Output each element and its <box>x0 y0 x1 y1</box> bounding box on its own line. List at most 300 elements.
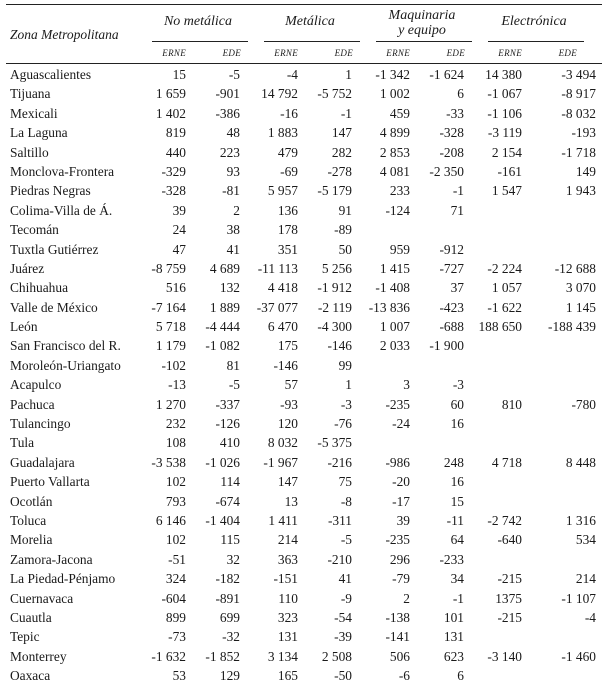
table-row <box>0 414 605 433</box>
table-cell: -901 <box>215 86 240 102</box>
group-rule-maquinaria <box>376 41 472 42</box>
table-cell: 214 <box>277 532 298 548</box>
table-cell: 102 <box>165 474 186 490</box>
table-cell: 810 <box>501 396 522 412</box>
table-cell: 506 <box>389 648 410 664</box>
table-row <box>0 511 605 530</box>
table-cell: 15 <box>450 493 464 509</box>
table-cell: -2 119 <box>317 299 352 315</box>
header-rule <box>6 63 602 64</box>
table-cell: 38 <box>226 222 240 238</box>
zone-name: Ocotlán <box>10 493 53 509</box>
table-cell: -161 <box>497 163 522 179</box>
table-cell: -33 <box>446 105 464 121</box>
table-cell: -20 <box>392 474 410 490</box>
table-cell: -208 <box>439 144 464 160</box>
table-cell: -4 444 <box>205 319 240 335</box>
group-rule-no-metalica <box>152 41 248 42</box>
zone-name: La Laguna <box>10 125 68 141</box>
table-cell: -1 967 <box>263 454 298 470</box>
table-row <box>0 395 605 414</box>
subheader-ede: EDE <box>558 48 577 58</box>
table-cell: -124 <box>385 202 410 218</box>
table-cell: 5 957 <box>267 183 298 199</box>
table-cell: 516 <box>165 280 186 296</box>
table-row <box>0 550 605 569</box>
table-cell: -727 <box>439 260 464 276</box>
table-cell: 53 <box>172 668 186 684</box>
table-cell: -182 <box>215 571 240 587</box>
table-row <box>0 647 605 666</box>
table-cell: 147 <box>277 474 298 490</box>
subheader-erne: ERNE <box>498 48 522 58</box>
table-cell: 3 134 <box>267 648 298 664</box>
table-cell: 48 <box>226 125 240 141</box>
zone-name: Guadalajara <box>10 454 75 470</box>
table-cell: -89 <box>334 222 352 238</box>
table-cell: -1 082 <box>205 338 240 354</box>
table-cell: 102 <box>165 532 186 548</box>
zone-name: Tula <box>10 435 35 451</box>
zone-name: Oaxaca <box>10 668 51 684</box>
table-cell: -32 <box>222 629 240 645</box>
table-cell: -102 <box>161 357 186 373</box>
table-cell: 110 <box>278 590 298 606</box>
table-row <box>0 123 605 142</box>
table-cell: 101 <box>443 609 464 625</box>
table-cell: 248 <box>443 454 464 470</box>
table-cell: -891 <box>215 590 240 606</box>
table-cell: 232 <box>165 416 186 432</box>
table-cell: 14 380 <box>485 67 522 82</box>
group-header-metalica: Metálica <box>285 14 335 29</box>
table-cell: 147 <box>331 125 352 141</box>
table-cell: -2 224 <box>487 260 522 276</box>
table-cell: -1 900 <box>429 338 464 354</box>
table-cell: -1 408 <box>375 280 410 296</box>
table-cell: 131 <box>443 629 464 645</box>
table-cell: 115 <box>220 532 240 548</box>
table-cell: 479 <box>277 144 298 160</box>
zone-name: La Piedad-Pénjamo <box>10 571 116 587</box>
zone-name: Tecomán <box>10 222 59 238</box>
table-cell: -151 <box>273 571 298 587</box>
table-cell: 410 <box>219 435 240 451</box>
table-row <box>0 453 605 472</box>
table-cell: -215 <box>497 609 522 625</box>
table-cell: -1 106 <box>487 105 522 121</box>
table-cell: 41 <box>338 571 352 587</box>
zone-name: Acapulco <box>10 377 62 393</box>
table-cell: -1 632 <box>151 648 186 664</box>
table-cell: 1 <box>345 377 352 393</box>
table-row <box>0 84 605 103</box>
table-cell: 175 <box>277 338 298 354</box>
table-cell: -674 <box>215 493 240 509</box>
table-cell: -7 164 <box>151 299 186 315</box>
table-cell: 91 <box>338 202 352 218</box>
table-row <box>0 336 605 355</box>
table-cell: 1 270 <box>155 396 186 412</box>
table-cell: 32 <box>226 551 240 567</box>
table-cell: 6 <box>457 86 464 102</box>
table-cell: 16 <box>450 474 464 490</box>
table-cell: 8 448 <box>565 454 596 470</box>
group-header-electronica: Electrónica <box>501 14 567 29</box>
top-rule <box>6 4 602 5</box>
table-cell: 1 883 <box>267 125 298 141</box>
table-cell: -76 <box>334 416 352 432</box>
table-cell: 1 659 <box>155 86 186 102</box>
table-row <box>0 530 605 549</box>
table-cell: -235 <box>385 396 410 412</box>
zone-name: Aguascalientes <box>10 67 92 82</box>
table-cell: 129 <box>219 668 240 684</box>
table-cell: -146 <box>273 357 298 373</box>
table-cell: 1 943 <box>565 183 596 199</box>
table-cell: 5 256 <box>321 260 352 276</box>
table-cell: 2 <box>233 202 240 218</box>
table-row <box>0 298 605 317</box>
table-row <box>0 433 605 452</box>
table-cell: -8 917 <box>561 86 596 102</box>
table-cell: 132 <box>219 280 240 296</box>
table-cell: -1 460 <box>561 648 596 664</box>
table-cell: -93 <box>280 396 298 412</box>
table-cell: -328 <box>439 125 464 141</box>
table-cell: -16 <box>280 105 298 121</box>
zone-name: Cuernavaca <box>10 590 74 606</box>
table-row <box>0 569 605 588</box>
group-header-no-metalica: No metálica <box>163 14 233 29</box>
table-cell: 16 <box>450 416 464 432</box>
table-cell: 899 <box>165 609 186 625</box>
zone-name: Piedras Negras <box>10 183 91 199</box>
table-cell: 1 547 <box>491 183 522 199</box>
table-row <box>0 259 605 278</box>
table-row <box>0 627 605 646</box>
table-cell: 57 <box>284 377 298 393</box>
table-cell: -13 836 <box>368 299 410 315</box>
table-cell: 1 415 <box>379 260 410 276</box>
table-cell: 37 <box>450 280 464 296</box>
table-cell: 1 889 <box>209 299 240 315</box>
table-cell: -235 <box>385 532 410 548</box>
subheader-erne: ERNE <box>274 48 298 58</box>
table-cell: -5 752 <box>317 86 352 102</box>
table-cell: -51 <box>168 551 186 567</box>
table-cell: 1 <box>345 67 352 82</box>
table-cell: -50 <box>334 668 352 684</box>
zone-name: Tulancingo <box>10 416 71 432</box>
table-cell: -4 <box>584 609 596 625</box>
table-cell: 959 <box>389 241 410 257</box>
table-cell: -9 <box>340 590 352 606</box>
table-row <box>0 278 605 297</box>
table-row <box>0 356 605 375</box>
table-cell: -3 538 <box>151 454 186 470</box>
table-cell: -5 <box>340 532 352 548</box>
table-cell: -8 <box>340 493 352 509</box>
table-cell: -54 <box>334 609 352 625</box>
table-cell: -39 <box>334 629 352 645</box>
table-cell: 4 081 <box>379 163 410 179</box>
zone-name: Puerto Vallarta <box>10 474 90 490</box>
table-cell: -79 <box>392 571 410 587</box>
table-cell: -1 <box>340 105 352 121</box>
table-cell: 351 <box>277 241 298 257</box>
table-cell: -1 <box>452 590 464 606</box>
table-cell: -37 077 <box>256 299 298 315</box>
zone-name: Monterrey <box>10 648 67 664</box>
table-row <box>0 162 605 181</box>
table-cell: 1 007 <box>379 319 410 335</box>
table-cell: -1 107 <box>561 590 596 606</box>
table-cell: 2 154 <box>491 144 522 160</box>
table-cell: -912 <box>439 241 464 257</box>
table-cell: 120 <box>277 416 298 432</box>
table-cell: -210 <box>327 551 352 567</box>
table-cell: 1 179 <box>155 338 186 354</box>
table-cell: 819 <box>165 125 186 141</box>
table-cell: -2 350 <box>429 163 464 179</box>
table-cell: -1 624 <box>429 67 464 82</box>
table-cell: -5 <box>228 377 240 393</box>
table-cell: 214 <box>575 571 596 587</box>
zone-name: Juárez <box>10 260 45 276</box>
table-cell: 6 <box>457 668 464 684</box>
table-cell: 3 <box>403 377 410 393</box>
table-cell: 1 402 <box>155 105 186 121</box>
table-cell: -126 <box>215 416 240 432</box>
table-row <box>0 375 605 394</box>
table-cell: 699 <box>219 609 240 625</box>
zone-name: Mexicali <box>10 105 58 121</box>
zone-name: Morelia <box>10 532 53 548</box>
table-cell: -11 <box>446 512 464 528</box>
table-cell: 64 <box>450 532 464 548</box>
zone-name: Zamora-Jacona <box>10 551 93 567</box>
table-cell: -138 <box>385 609 410 625</box>
table-cell: 2 <box>403 590 410 606</box>
table-cell: 5 718 <box>155 319 186 335</box>
table-cell: 4 418 <box>267 280 298 296</box>
table-cell: 2 508 <box>321 648 352 664</box>
table-cell: 363 <box>277 551 298 567</box>
table-cell: 39 <box>172 202 186 218</box>
table-cell: 1 057 <box>491 280 522 296</box>
table-cell: 178 <box>277 222 298 238</box>
table-cell: -81 <box>222 183 240 199</box>
table-cell: 1 002 <box>379 86 410 102</box>
table-cell: 4 899 <box>379 125 410 141</box>
table-cell: -1 067 <box>487 86 522 102</box>
table-cell: 233 <box>389 183 410 199</box>
table-cell: 1 316 <box>565 512 596 528</box>
table-cell: 1375 <box>495 590 522 606</box>
table-cell: 459 <box>389 105 410 121</box>
table-cell: -5 375 <box>317 435 352 451</box>
table-cell: -73 <box>168 629 186 645</box>
table-cell: -193 <box>571 125 596 141</box>
table-cell: -1 026 <box>205 454 240 470</box>
table-cell: 24 <box>172 222 186 238</box>
zone-name: Colima-Villa de Á. <box>10 202 113 218</box>
table-cell: -233 <box>439 551 464 567</box>
zone-name: Cuautla <box>10 609 52 625</box>
table-cell: 323 <box>277 609 298 625</box>
table-cell: -3 <box>340 396 352 412</box>
table-cell: -1 718 <box>561 144 596 160</box>
table-cell: 34 <box>450 571 464 587</box>
table-row <box>0 317 605 336</box>
table-cell: 440 <box>165 144 186 160</box>
table-cell: -688 <box>439 319 464 335</box>
table-row <box>0 589 605 608</box>
table-cell: -311 <box>327 512 352 528</box>
table-cell: -188 439 <box>548 319 596 335</box>
table-cell: 3 070 <box>565 280 596 296</box>
table-cell: 75 <box>338 474 352 490</box>
table-cell: 4 718 <box>491 454 522 470</box>
table-cell: -12 688 <box>554 260 596 276</box>
table-cell: -6 <box>398 668 410 684</box>
table-cell: -423 <box>439 299 464 315</box>
table-cell: -3 <box>452 377 464 393</box>
table-cell: -3 494 <box>561 67 596 82</box>
table-cell: 50 <box>338 241 352 257</box>
table-cell: -640 <box>497 532 522 548</box>
table-cell: -278 <box>327 163 352 179</box>
zone-name: Tepic <box>10 629 40 645</box>
table-cell: 324 <box>165 571 186 587</box>
table-cell: 296 <box>389 551 410 567</box>
table-cell: 41 <box>226 241 240 257</box>
table-cell: 2 853 <box>379 144 410 160</box>
table-body <box>0 65 605 686</box>
table-row <box>0 666 605 685</box>
zone-name: Pachuca <box>10 396 55 412</box>
table-cell: -24 <box>392 416 410 432</box>
table-cell: 149 <box>575 163 596 179</box>
table-cell: 93 <box>226 163 240 179</box>
subheader-ede: EDE <box>446 48 465 58</box>
zone-name: Toluca <box>10 512 47 528</box>
table-cell: 108 <box>165 435 186 451</box>
table-cell: -1 404 <box>205 512 240 528</box>
table-cell: -2 742 <box>487 512 522 528</box>
group-rule-electronica <box>488 41 584 42</box>
table-cell: 165 <box>277 668 298 684</box>
table-cell: 14 792 <box>261 86 298 102</box>
table-row <box>0 472 605 491</box>
table-cell: 1 145 <box>565 299 596 315</box>
table-cell: -146 <box>327 338 352 354</box>
table-cell: -329 <box>161 163 186 179</box>
table-cell: -328 <box>161 183 186 199</box>
zone-name: Monclova-Frontera <box>10 163 115 179</box>
table-cell: -986 <box>385 454 410 470</box>
table-row <box>0 143 605 162</box>
zone-name: León <box>10 319 38 335</box>
table-cell: -215 <box>497 571 522 587</box>
table-cell: -8 759 <box>151 260 186 276</box>
zone-name: Tijuana <box>10 86 51 102</box>
table-cell: -4 300 <box>317 319 352 335</box>
zone-name: Tuxtla Gutiérrez <box>10 241 99 257</box>
table-row <box>0 104 605 123</box>
table-cell: 131 <box>277 629 298 645</box>
table-cell: 6 470 <box>267 319 298 335</box>
zone-header: Zona Metropolitana <box>10 27 119 42</box>
table-cell: -780 <box>571 396 596 412</box>
table-cell: -1 622 <box>487 299 522 315</box>
table-cell: -216 <box>327 454 352 470</box>
group-header-maquinaria: Maquinaria y equipo <box>388 8 456 38</box>
table-cell: 6 146 <box>155 512 186 528</box>
table-cell: -13 <box>168 377 186 393</box>
subheader-ede: EDE <box>334 48 353 58</box>
table-cell: 223 <box>219 144 240 160</box>
table-cell: -3 140 <box>487 648 522 664</box>
table-cell: -8 032 <box>561 105 596 121</box>
subheader-erne: ERNE <box>162 48 186 58</box>
table-cell: -3 119 <box>487 125 522 141</box>
table-cell: 188 650 <box>478 319 522 335</box>
table-cell: -11 113 <box>257 260 298 276</box>
table-cell: 114 <box>220 474 240 490</box>
table-cell: 99 <box>338 357 352 373</box>
table-cell: 2 033 <box>379 338 410 354</box>
zone-name: San Francisco del R. <box>10 338 121 354</box>
table-cell: -1 <box>452 183 464 199</box>
table-row <box>0 201 605 220</box>
table-cell: 15 <box>172 67 186 82</box>
table-cell: -1 342 <box>375 67 410 82</box>
subheader-erne: ERNE <box>386 48 410 58</box>
table-row <box>0 181 605 200</box>
table-cell: -17 <box>392 493 410 509</box>
table-cell: 47 <box>172 241 186 257</box>
table-cell: -386 <box>215 105 240 121</box>
table-cell: 8 032 <box>267 435 298 451</box>
table-cell: -604 <box>161 590 186 606</box>
table-row <box>0 220 605 239</box>
zone-name: Chihuahua <box>10 280 69 296</box>
table-cell: 4 689 <box>209 260 240 276</box>
subheader-ede: EDE <box>222 48 241 58</box>
table-cell: 39 <box>396 512 410 528</box>
table-cell: 623 <box>443 648 464 664</box>
table-cell: -141 <box>385 629 410 645</box>
table-row <box>0 608 605 627</box>
table-cell: -4 <box>286 67 298 82</box>
table-cell: -1 852 <box>205 648 240 664</box>
table-cell: 81 <box>226 357 240 373</box>
table-cell: -69 <box>280 163 298 179</box>
group-rule-metalica <box>264 41 360 42</box>
table-row <box>0 240 605 259</box>
table-cell: -1 912 <box>317 280 352 296</box>
zone-name: Saltillo <box>10 144 49 160</box>
table-cell: -5 <box>228 67 240 82</box>
table-cell: 1 411 <box>268 512 298 528</box>
table-row <box>0 492 605 511</box>
table-row <box>0 65 605 84</box>
table-cell: 13 <box>284 493 298 509</box>
table-cell: -5 179 <box>317 183 352 199</box>
zone-name: Moroleón-Uriangato <box>10 357 121 373</box>
